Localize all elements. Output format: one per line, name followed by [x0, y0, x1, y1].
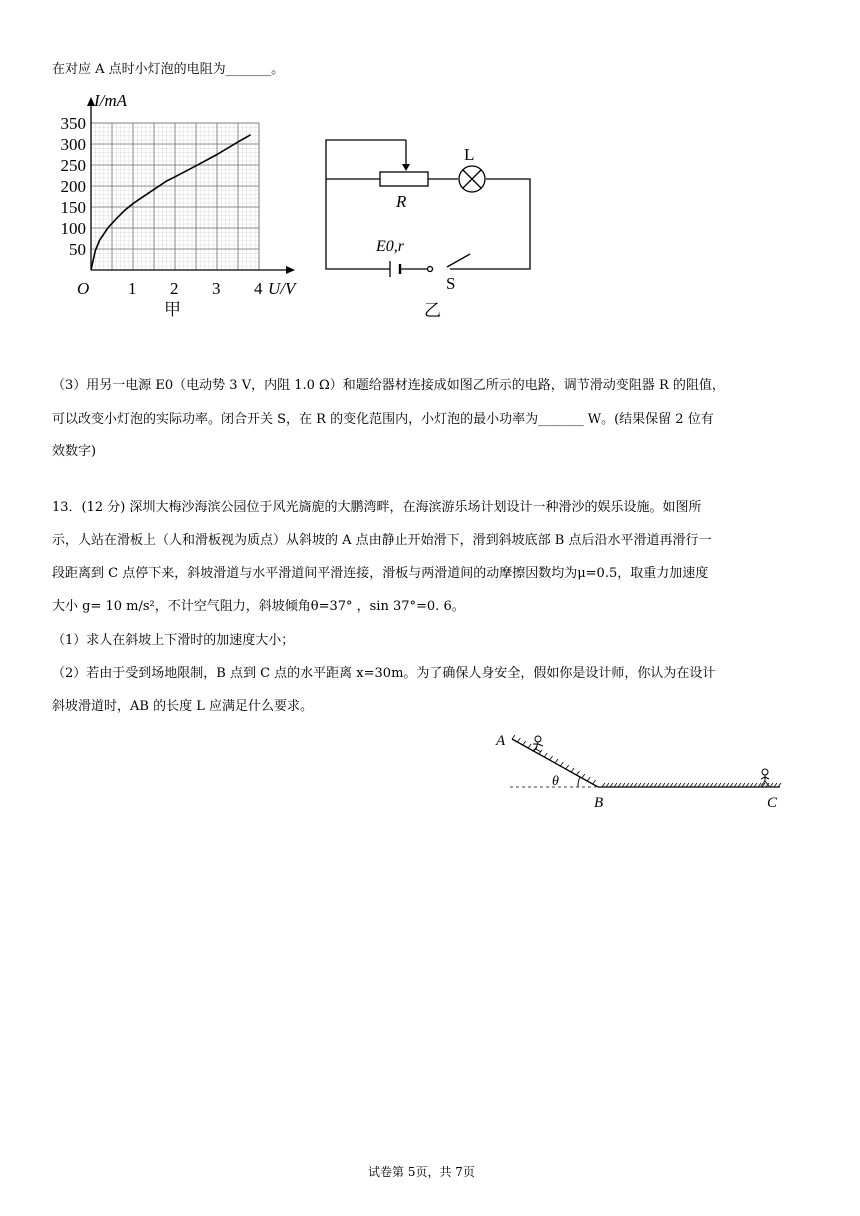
x-tick-label: 4: [254, 279, 263, 298]
question-12-3-line: 效数字): [52, 444, 97, 459]
circuit-wire: [447, 254, 470, 267]
question-13-line: 段距离到 C 点停下来，斜坡滑道与水平滑道间平滑连接，滑板与两滑道间的动摩擦因数均为μ=0.5，取重力加速度: [52, 566, 709, 581]
question-13-sub1: （1）求人在斜坡上下滑时的加速度大小；: [52, 633, 295, 648]
switch-contact-icon: [428, 267, 433, 272]
y-tick-label: 50: [69, 240, 86, 259]
y-tick-label: 300: [60, 135, 86, 154]
slope-figure: [492, 725, 792, 815]
y-tick-label: 350: [60, 114, 86, 133]
hatch-mark: [550, 756, 553, 760]
x-tick-label: 3: [212, 279, 221, 298]
point-c-label: C: [767, 795, 778, 811]
figure-caption-yi: 乙: [424, 301, 441, 320]
question-12-3-line: 可以改变小灯泡的实际功率。闭合开关 S，在 R 的变化范围内，小灯泡的最小功率为_______ W。(结果保留 2 位有: [52, 412, 714, 427]
origin-label: O: [77, 279, 90, 298]
lamp-label: L: [464, 145, 475, 164]
source-label: E0,r: [376, 238, 404, 255]
x-tick-label: 1: [128, 279, 137, 298]
circuit-wire: [450, 179, 530, 269]
slider-arrow-icon: [402, 164, 410, 171]
question-13-line: 13．(12 分) 深圳大梅沙海滨公园位于风光旖旎的大鹏湾畔，在海滨游乐场计划设计一种滑沙的娱乐设施。如图所: [52, 500, 702, 515]
hatch-mark: [528, 744, 531, 748]
y-tick-label: 150: [60, 198, 86, 217]
hatch-mark: [571, 768, 574, 772]
iu-graph-figure: [52, 90, 296, 322]
page-footer: 试卷第 5页，共 7页: [368, 1165, 475, 1179]
point-b-label: B: [594, 795, 604, 811]
y-tick-label: 200: [60, 177, 86, 196]
hatch-mark: [544, 753, 547, 757]
angle-arc: [578, 777, 580, 787]
question-13-line: 示，人站在滑板上（人和滑板视为质点）从斜坡的 A 点由静止开始滑下，滑到斜坡底部 B 点后沿水平滑道再滑行一: [52, 533, 712, 548]
circuit-diagram: [320, 130, 540, 330]
y-tick-label: 250: [60, 156, 86, 175]
hatch-mark: [517, 738, 520, 742]
question-13-sub2: 斜坡滑道时，AB 的长度 L 应满足什么要求。: [52, 699, 313, 714]
hatch-mark: [523, 741, 526, 745]
person-a-icon: [532, 736, 543, 752]
y-tick-label: 100: [60, 219, 86, 238]
hatch-mark: [593, 780, 596, 784]
x-axis-label: U/V: [268, 279, 296, 298]
hatch-mark: [555, 759, 558, 763]
resistor-label: R: [396, 192, 407, 211]
point-a-label: A: [496, 733, 506, 749]
x-axis-arrow-icon: [286, 266, 295, 274]
chart-plot-area: [61, 97, 296, 298]
x-tick-label: 2: [170, 279, 179, 298]
question-12-2-tail: 在对应 A 点时小灯泡的电阻为_______。: [52, 62, 285, 77]
figure-caption-jia: 甲: [164, 300, 181, 319]
question-13-line: 大小 g= 10 m/s²，不计空气阻力，斜坡倾角θ=37° ，sin 37°=0. 6。: [52, 599, 465, 614]
switch-label: S: [446, 274, 456, 293]
question-12-3-line: （3）用另一电源 E0（电动势 3 V，内阻 1.0 Ω）和题给器材连接成如图乙所示的电路，调节滑动变阻器 R 的阻值，: [52, 378, 725, 393]
hatch-mark: [582, 774, 585, 778]
hatch-mark: [566, 765, 569, 769]
theta-label: θ: [552, 774, 559, 789]
y-axis-label: I/mA: [94, 91, 128, 110]
hatch-mark: [587, 777, 590, 781]
hatch-mark: [560, 762, 563, 766]
hatch-mark: [512, 735, 515, 739]
hatch-mark: [577, 771, 580, 775]
question-13-sub2: （2）若由于受到场地限制，B 点到 C 点的水平距离 x=30m。为了确保人身安全，假如你是设计师，你认为在设计: [52, 666, 716, 681]
resistor-icon: [380, 172, 428, 186]
